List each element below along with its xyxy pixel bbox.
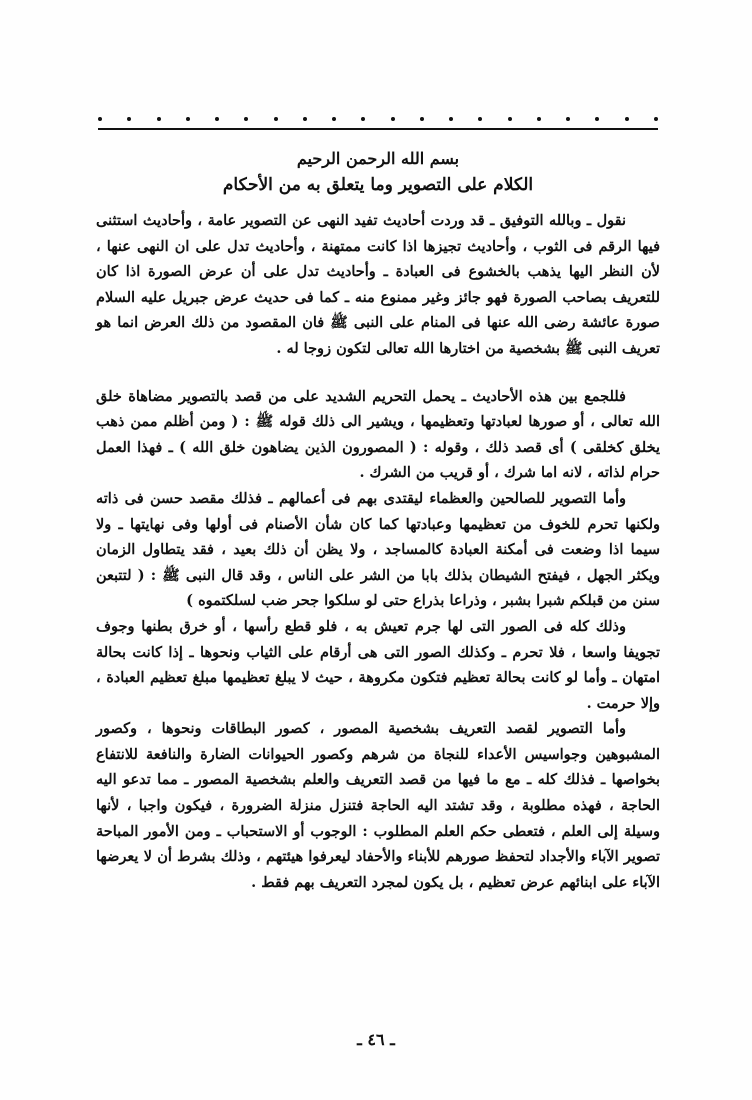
header-rule-line: [98, 128, 658, 130]
section-heading: [96, 146, 660, 198]
paragraph-righteous-images: وأما التصوير للصالحين والعظماء ليقتدى بهم فى أعمالهم ـ فذلك مقصد حسن فى ذاته ولكنها تحرم للخوف من تعظيمها وعبادتها كما كان شأن الأصنام فى أولها وفى نهايتها ـ ولا سيما اذا وضعت فى أمكنة العبادة كالمساجد ، ولا يظن أن ذلك بعيد ، فقد يتطاول الزمان ويكثر الجهل ، فيفتح الشيطان بذلك بابا من الشر على الناس ، وقد قال النبى ﷺ : ( لتتبعن سنن من قبلكم شبرا بشبر ، وذراعا بذراع حتى لو سلكوا جحر ضب لسلكتموه ): [96, 489, 660, 610]
ornament-dot: [332, 117, 336, 121]
ornament-dot: [274, 117, 278, 121]
ornament-dot: [508, 117, 512, 121]
basmala: بسم الله الرحمن الرحيم: [296, 149, 460, 168]
paragraph-figures-with-body: وذلك كله فى الصور التى لها جرم تعيش به ، فلو قطع رأسها ، أو خرق بطنها وجوف تجويفا واسعا ، فلا تحرم ـ وكذلك الصور التى هى أرقام على الثياب ونحوها ـ إذا كانت بحالة امتهان ـ وأما لو كانت بحالة تعظيم فتكون مكروهة ، حيث لا يبلغ تعظيمها مبلغ تعظيم العبادة ، وإلا حرمت .: [96, 617, 660, 712]
page-number: ـ ٤٦ ـ: [357, 1030, 395, 1049]
body-text: [96, 208, 660, 895]
ornament-dot: [478, 117, 482, 121]
ornament-dot: [361, 117, 365, 121]
paragraph-intro: نقول ـ وبالله التوفيق ـ قد وردت أحاديث تفيد النهى عن التصوير عامة ، وأحاديث استثنى فيها الرقم فى الثوب ، وأحاديث تجيزها اذا كانت ممتهنة ، وأحاديث تدل على ان النهى عنها ، لأن النظر اليها يذهب بالخشوع فى العبادة ـ وأحاديث تدل على أن عرض الصورة اذا كان للتعريف بصاحب الصورة فهو جائز وغير ممنوع منه ـ كما فى حديث عرض جبريل عليه السلام صورة عائشة رضى الله عنها فى المنام على النبى ﷺ فان المقصود من ذلك العرض انما هو تعريف النبى ﷺ بشخصية من اختارها الله تعالى لتكون زوجا له .: [96, 212, 660, 357]
ornament-dot: [420, 117, 424, 121]
ornament-dot: [157, 117, 161, 121]
ornament-dot: [537, 117, 541, 121]
ornament-dot: [566, 117, 570, 121]
ornament-dot: [98, 117, 102, 121]
ornament-dot: [449, 117, 453, 121]
paragraph-identification-images: وأما التصوير لقصد التعريف بشخصية المصور ، كصور البطاقات ونحوها ، وكصور المشبوهين وجواسيس الأعداء للنجاة من شرهم وكصور الحيوانات الضارة والنافعة للانتفاع بخواصها ـ فذلك كله ـ مع ما فيها من قصد التعريف والعلم بشخصية المصور ـ مما تدعو اليه الحاجة ، فهذه مطلوبة ، وقد تشتد اليه الحاجة فتنزل منزلة الضرورة ، فيكون واجبا ، لأنها وسيلة إلى العلم ، فتعطى حكم العلم المطلوب : الوجوب أو الاستحباب ـ ومن الأمور المباحة تصوير الآباء والأجداد لتحفظ صورهم للأبناء والأحفاد ليعرفوا هيئتهم ، وذلك بشرط أن لا يعرضها الآباء على ابنائهم عرض تعظيم ، بل يكون لمجرد التعريف بهم فقط .: [96, 720, 660, 891]
ornament-dot: [215, 117, 219, 121]
ornament-dot: [127, 117, 131, 121]
chapter-title: الكلام على التصوير وما يتعلق به من الأحكام: [222, 175, 534, 195]
ornament-dot: [625, 117, 629, 121]
ornament-dot: [654, 117, 658, 121]
header-dotted-rule: [98, 112, 658, 136]
ornament-dot: [303, 117, 307, 121]
ornament-dot: [391, 117, 395, 121]
ornament-dots: [98, 112, 658, 126]
ornament-dot: [186, 117, 190, 121]
ornament-dot: [244, 117, 248, 121]
ornament-dot: [595, 117, 599, 121]
paragraph-reconciliation: فللجمع بين هذه الأحاديث ـ يحمل التحريم الشديد على من قصد بالتصوير مضاهاة خلق الله تعالى ، أو صورها لعبادتها وتعظيمها ، ويشير الى ذلك قوله ﷺ : ( ومن أظلم ممن ذهب يخلق كخلقى ) أى قصد ذلك ، وقوله : ( المصورون الذين يضاهون خلق الله ) ـ فهذا العمل حرام لذاته ، لانه اما شرك ، أو قريب من الشرك .: [96, 387, 660, 482]
